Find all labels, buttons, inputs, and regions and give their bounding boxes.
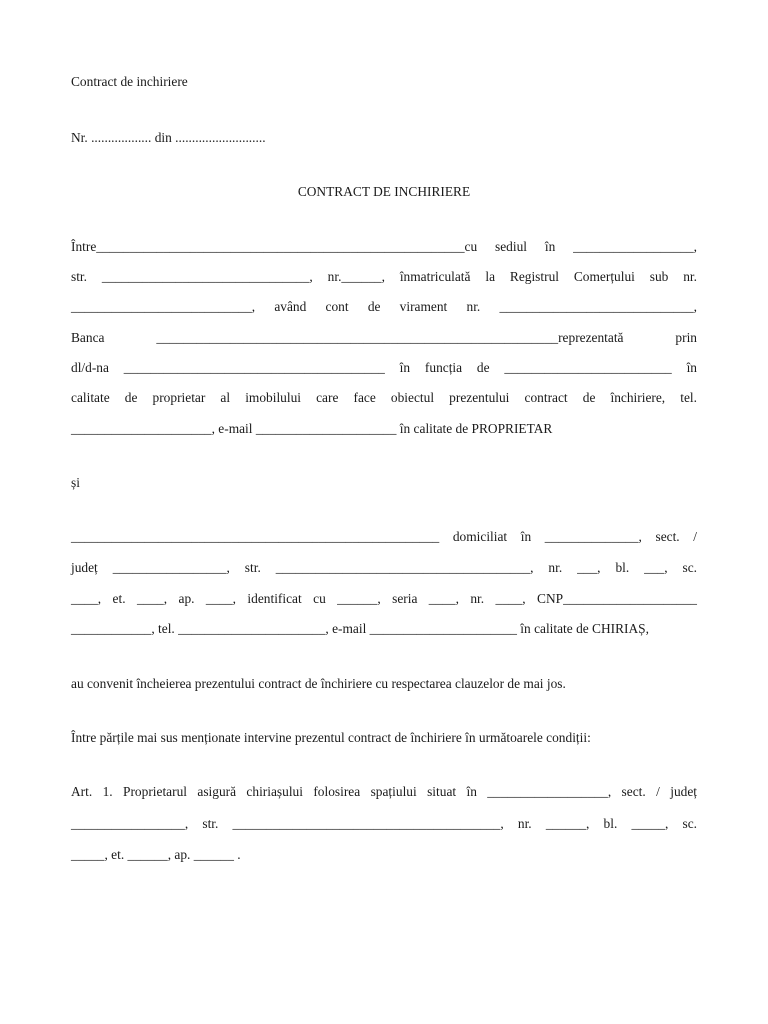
- landlord-line: calitate de proprietar al imobilului care face obiectul prezentului contract de închiriere, tel.: [71, 390, 697, 405]
- main-title: CONTRACT DE INCHIRIERE: [297, 184, 471, 199]
- tenant-line: județ _________________, str. ______________________________________, nr. ___, bl. ___, sc.: [71, 560, 697, 575]
- and-word: și: [71, 475, 80, 490]
- landlord-line: Între_______________________________________________________cu sediul în __________________,: [71, 239, 697, 254]
- tenant-line: ____, et. ____, ap. ____, identificat cu ______, seria ____, nr. ____, CNP____________________: [71, 591, 697, 606]
- agreement-text: au convenit încheierea prezentului contract de închiriere cu respectarea clauzelor de mai jos.: [71, 676, 566, 691]
- landlord-line: dl/d-na _______________________________________ în funcția de _________________________ în: [71, 360, 697, 375]
- conditions-text: Între părțile mai sus menționate intervine prezentul contract de închiriere în următoarele condiții:: [71, 730, 591, 745]
- tenant-line: _______________________________________________________ domiciliat în ______________, sect. /: [71, 529, 697, 544]
- landlord-line: str. _______________________________, nr.______, înmatriculată la Registrul Comerțului sub nr.: [71, 269, 697, 284]
- contract-number-line: Nr. .................. din ...........................: [71, 130, 266, 145]
- tenant-line: ____________, tel. ______________________, e-mail ______________________ în calitate de CHIRIAȘ,: [71, 621, 649, 636]
- landlord-line: ___________________________, având cont de virament nr. _____________________________,: [71, 299, 697, 314]
- header-title: Contract de inchiriere: [71, 74, 188, 89]
- article1-line: _________________, str. ________________________________________, nr. ______, bl. _____, sc.: [71, 816, 697, 831]
- article1-line: _____, et. ______, ap. ______ .: [71, 847, 241, 862]
- landlord-line: Banca ____________________________________________________________reprezentată prin: [71, 330, 697, 345]
- landlord-line: _____________________, e-mail _____________________ în calitate de PROPRIETAR: [71, 421, 553, 436]
- article1-line: Art. 1. Proprietarul asigură chiriașului folosirea spațiului situat în __________________, sect. / județ: [71, 784, 697, 799]
